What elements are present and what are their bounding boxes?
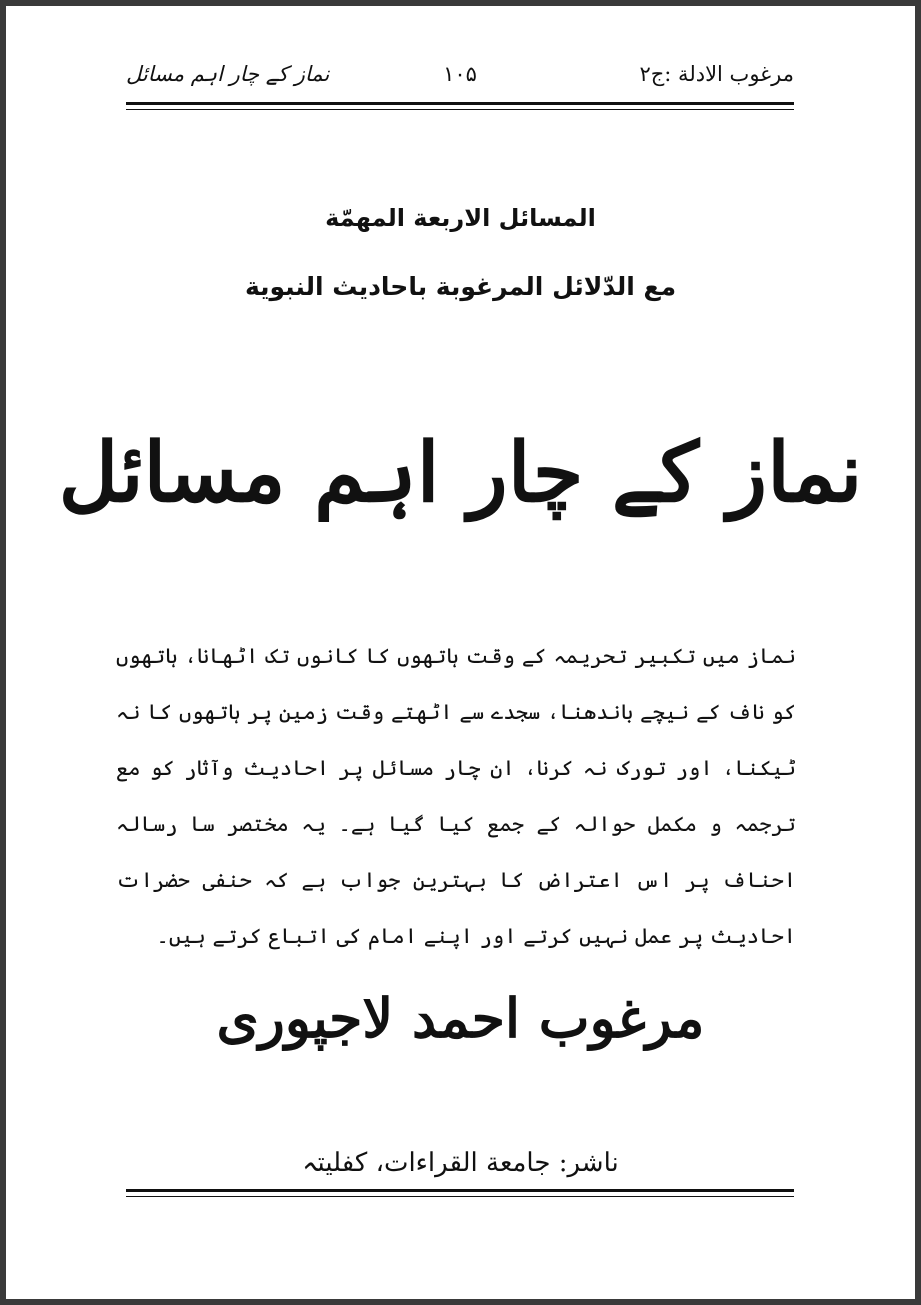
header-rule-thick (126, 102, 794, 105)
header-rule-thin (126, 109, 794, 110)
document-page (6, 6, 915, 1299)
author-name: مرغوب احمد لاجپوری (216, 986, 705, 1050)
main-title: نماز کے چار اہم مسائل (58, 425, 863, 521)
publisher-line: ناشر: جامعة القراءات، کفلیتہ (302, 1148, 619, 1178)
book-description: نماز میں تکبیر تحریمہ کے وقت ہاتھوں کا کانوں تک اٹھانا، ہاتھوں کو ناف کے نیچے باندھنا، سجدے سے اٹھتے وقت زمین پر ہاتھوں کا نہ ٹیکنا، اور تورک نہ کرنا، ان چار مسائل پر احادیث وآثار کو مع ترجمہ و مکمل حوالہ کے جمع کیا گیا ہے۔ یہ مختصر سا رسالہ احناف پر اس اعتراض کا بہترین جواب ہے کہ حنفی حضرات احادیث پر عمل نہیں کرتے اور اپنے امام کی اتباع کرتے ہیں۔ (116, 644, 796, 948)
footer-rule-thin (126, 1196, 794, 1197)
page-number: ۱۰۵ (443, 62, 477, 86)
arabic-subtitle-1: المسائل الاربعة المهمّة (325, 204, 596, 232)
running-chapter-title: نماز کے چار اہم مسائل (126, 62, 330, 86)
footer-rule-thick (126, 1189, 794, 1192)
running-header (126, 56, 794, 100)
book-volume-label: مرغوب الادلة :ج۲ (639, 62, 794, 86)
arabic-subtitle-2: مع الدّلائل المرغوبة باحاديث النبوية (244, 272, 677, 301)
